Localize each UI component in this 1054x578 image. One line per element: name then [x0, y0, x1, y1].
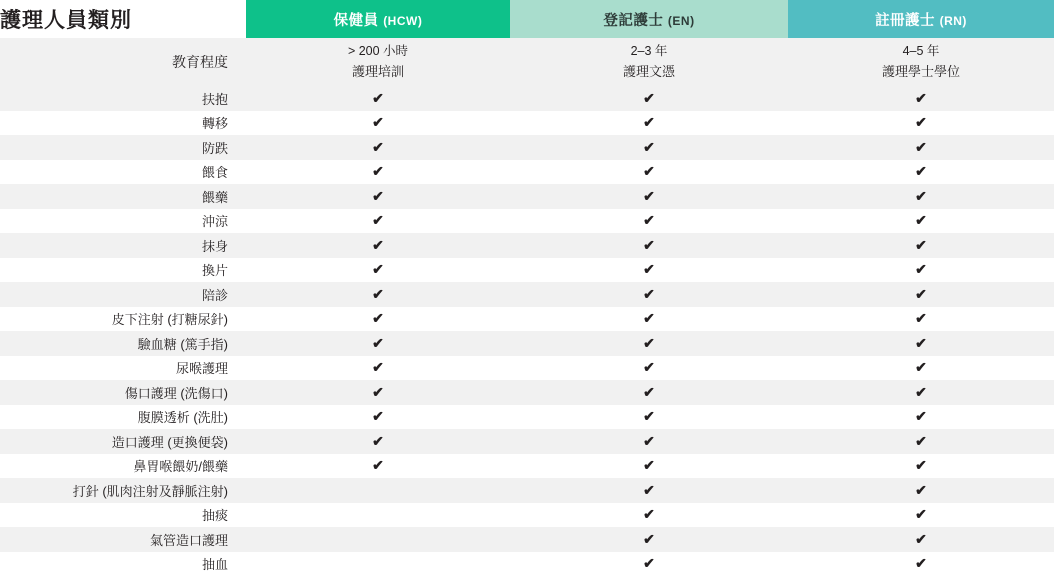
task-label: 抹身	[0, 233, 246, 258]
task-mark-rn	[788, 258, 1054, 283]
check-icon: ✔	[915, 187, 927, 204]
education-rn-duration: 4–5 年	[902, 44, 940, 59]
task-mark-hcw	[246, 184, 510, 209]
task-mark-hcw	[246, 160, 510, 185]
check-icon: ✔	[915, 285, 927, 302]
table-row	[0, 380, 1054, 405]
task-mark-rn	[788, 86, 1054, 111]
task-mark-hcw	[246, 282, 510, 307]
education-en-qualification: 護理文憑	[622, 63, 675, 79]
task-mark-hcw	[246, 111, 510, 136]
education-row-label: 教育程度	[0, 38, 246, 86]
task-mark-hcw	[246, 503, 510, 528]
task-mark-en	[510, 258, 788, 283]
task-mark-en	[510, 135, 788, 160]
check-icon: ✔	[915, 481, 927, 498]
task-mark-hcw	[246, 307, 510, 332]
table-row	[0, 258, 1054, 283]
check-icon: ✔	[915, 163, 927, 180]
check-icon: ✔	[915, 408, 927, 425]
task-mark-en	[510, 209, 788, 234]
table-row	[0, 503, 1054, 528]
task-mark-en	[510, 503, 788, 528]
task-mark-en	[510, 331, 788, 356]
task-label: 皮下注射 (打糖尿針)	[0, 307, 246, 332]
check-icon: ✔	[372, 89, 384, 106]
task-label: 轉移	[0, 111, 246, 136]
task-mark-en	[510, 233, 788, 258]
task-label: 沖涼	[0, 209, 246, 234]
task-mark-rn	[788, 503, 1054, 528]
education-hcw	[246, 38, 510, 86]
check-icon: ✔	[372, 138, 384, 155]
column-header-en-abbr: (EN)	[667, 13, 695, 28]
task-mark-hcw	[246, 258, 510, 283]
task-mark-rn	[788, 233, 1054, 258]
task-mark-hcw	[246, 454, 510, 479]
check-icon: ✔	[915, 359, 927, 376]
task-mark-rn	[788, 331, 1054, 356]
check-icon: ✔	[915, 138, 927, 155]
task-label: 扶抱	[0, 86, 246, 111]
education-en	[510, 38, 788, 86]
check-icon: ✔	[643, 285, 655, 302]
task-mark-rn	[788, 478, 1054, 503]
check-icon: ✔	[915, 432, 927, 449]
task-mark-rn	[788, 111, 1054, 136]
task-label: 驗血糖 (篤手指)	[0, 331, 246, 356]
check-icon: ✔	[643, 530, 655, 547]
task-mark-rn	[788, 429, 1054, 454]
check-icon: ✔	[372, 432, 384, 449]
table-row	[0, 429, 1054, 454]
check-icon: ✔	[915, 114, 927, 131]
task-label: 尿喉護理	[0, 356, 246, 381]
task-mark-hcw	[246, 209, 510, 234]
check-icon: ✔	[643, 236, 655, 253]
check-icon: ✔	[643, 138, 655, 155]
table-row	[0, 111, 1054, 136]
task-mark-en	[510, 380, 788, 405]
check-icon: ✔	[915, 530, 927, 547]
task-label: 抽血	[0, 552, 246, 577]
task-label: 餵食	[0, 160, 246, 185]
check-icon: ✔	[643, 359, 655, 376]
column-header-hcw-abbr: (HCW)	[383, 13, 423, 28]
check-icon: ✔	[643, 481, 655, 498]
column-header-en	[510, 0, 788, 38]
check-icon: ✔	[915, 310, 927, 327]
check-icon: ✔	[372, 383, 384, 400]
table-row	[0, 552, 1054, 577]
check-icon: ✔	[643, 408, 655, 425]
column-header-rn	[788, 0, 1054, 38]
check-icon: ✔	[643, 555, 655, 572]
task-mark-en	[510, 478, 788, 503]
check-icon: ✔	[372, 408, 384, 425]
task-mark-hcw	[246, 380, 510, 405]
check-icon: ✔	[643, 187, 655, 204]
task-mark-rn	[788, 307, 1054, 332]
table-row	[0, 527, 1054, 552]
task-mark-rn	[788, 184, 1054, 209]
column-header-en-name: 登記護士	[603, 12, 664, 29]
task-mark-en	[510, 454, 788, 479]
education-en-duration: 2–3 年	[630, 44, 668, 59]
task-label: 鼻胃喉餵奶/餵藥	[0, 454, 246, 479]
check-icon: ✔	[372, 334, 384, 351]
task-mark-hcw	[246, 356, 510, 381]
task-mark-rn	[788, 405, 1054, 430]
table-row	[0, 356, 1054, 381]
check-icon: ✔	[643, 383, 655, 400]
task-label: 防跌	[0, 135, 246, 160]
check-icon: ✔	[372, 114, 384, 131]
check-icon: ✔	[643, 261, 655, 278]
check-icon: ✔	[915, 555, 927, 572]
task-mark-en	[510, 429, 788, 454]
task-label: 造口護理 (更換便袋)	[0, 429, 246, 454]
check-icon: ✔	[372, 261, 384, 278]
task-mark-en	[510, 527, 788, 552]
task-mark-rn	[788, 135, 1054, 160]
check-icon: ✔	[643, 212, 655, 229]
column-header-rn-abbr: (RN)	[939, 13, 967, 28]
task-label: 腹膜透析 (洗肚)	[0, 405, 246, 430]
task-mark-rn	[788, 282, 1054, 307]
task-mark-en	[510, 282, 788, 307]
table-row	[0, 331, 1054, 356]
task-label: 餵藥	[0, 184, 246, 209]
table-row	[0, 184, 1054, 209]
task-mark-en	[510, 307, 788, 332]
task-mark-rn	[788, 552, 1054, 577]
check-icon: ✔	[372, 163, 384, 180]
table-row	[0, 209, 1054, 234]
task-label: 傷口護理 (洗傷口)	[0, 380, 246, 405]
check-icon: ✔	[643, 506, 655, 523]
task-mark-en	[510, 86, 788, 111]
table-row	[0, 86, 1054, 111]
education-rn-qualification: 護理學士學位	[881, 63, 960, 79]
check-icon: ✔	[643, 334, 655, 351]
table-row	[0, 160, 1054, 185]
task-mark-hcw	[246, 429, 510, 454]
education-hcw-duration: > 200 小時	[347, 44, 409, 59]
check-icon: ✔	[372, 212, 384, 229]
education-rn	[788, 38, 1054, 86]
education-hcw-qualification: 護理培訓	[351, 63, 404, 79]
task-mark-en	[510, 184, 788, 209]
check-icon: ✔	[372, 457, 384, 474]
task-mark-hcw	[246, 331, 510, 356]
check-icon: ✔	[915, 383, 927, 400]
table-row	[0, 478, 1054, 503]
task-mark-hcw	[246, 527, 510, 552]
task-mark-en	[510, 111, 788, 136]
task-label: 換片	[0, 258, 246, 283]
task-mark-rn	[788, 209, 1054, 234]
task-mark-rn	[788, 356, 1054, 381]
task-mark-hcw	[246, 478, 510, 503]
table-header-row	[0, 0, 1054, 38]
check-icon: ✔	[643, 432, 655, 449]
check-icon: ✔	[372, 310, 384, 327]
task-label: 抽痰	[0, 503, 246, 528]
task-mark-en	[510, 160, 788, 185]
check-icon: ✔	[643, 310, 655, 327]
check-icon: ✔	[915, 89, 927, 106]
column-header-rn-name: 註冊護士	[875, 12, 936, 29]
table-row	[0, 454, 1054, 479]
task-mark-en	[510, 552, 788, 577]
page-title: 護理人員類別	[0, 0, 246, 38]
table-row	[0, 307, 1054, 332]
task-mark-hcw	[246, 86, 510, 111]
education-row	[0, 38, 1054, 86]
column-header-hcw-name: 保健員	[333, 12, 379, 29]
check-icon: ✔	[915, 334, 927, 351]
task-mark-rn	[788, 454, 1054, 479]
task-mark-hcw	[246, 552, 510, 577]
task-mark-rn	[788, 380, 1054, 405]
task-mark-hcw	[246, 233, 510, 258]
task-mark-rn	[788, 527, 1054, 552]
task-label: 打針 (肌肉注射及靜脈注射)	[0, 478, 246, 503]
table-row	[0, 135, 1054, 160]
check-icon: ✔	[915, 457, 927, 474]
check-icon: ✔	[643, 114, 655, 131]
check-icon: ✔	[372, 236, 384, 253]
check-icon: ✔	[915, 212, 927, 229]
task-mark-en	[510, 405, 788, 430]
check-icon: ✔	[372, 359, 384, 376]
task-label: 陪診	[0, 282, 246, 307]
table-row	[0, 405, 1054, 430]
check-icon: ✔	[915, 506, 927, 523]
task-mark-rn	[788, 160, 1054, 185]
check-icon: ✔	[643, 457, 655, 474]
table-row	[0, 233, 1054, 258]
task-label: 氣管造口護理	[0, 527, 246, 552]
table-row	[0, 282, 1054, 307]
check-icon: ✔	[915, 236, 927, 253]
check-icon: ✔	[915, 261, 927, 278]
task-mark-hcw	[246, 135, 510, 160]
check-icon: ✔	[372, 187, 384, 204]
check-icon: ✔	[372, 285, 384, 302]
column-header-hcw	[246, 0, 510, 38]
task-mark-hcw	[246, 405, 510, 430]
check-icon: ✔	[643, 89, 655, 106]
check-icon: ✔	[643, 163, 655, 180]
task-mark-en	[510, 356, 788, 381]
